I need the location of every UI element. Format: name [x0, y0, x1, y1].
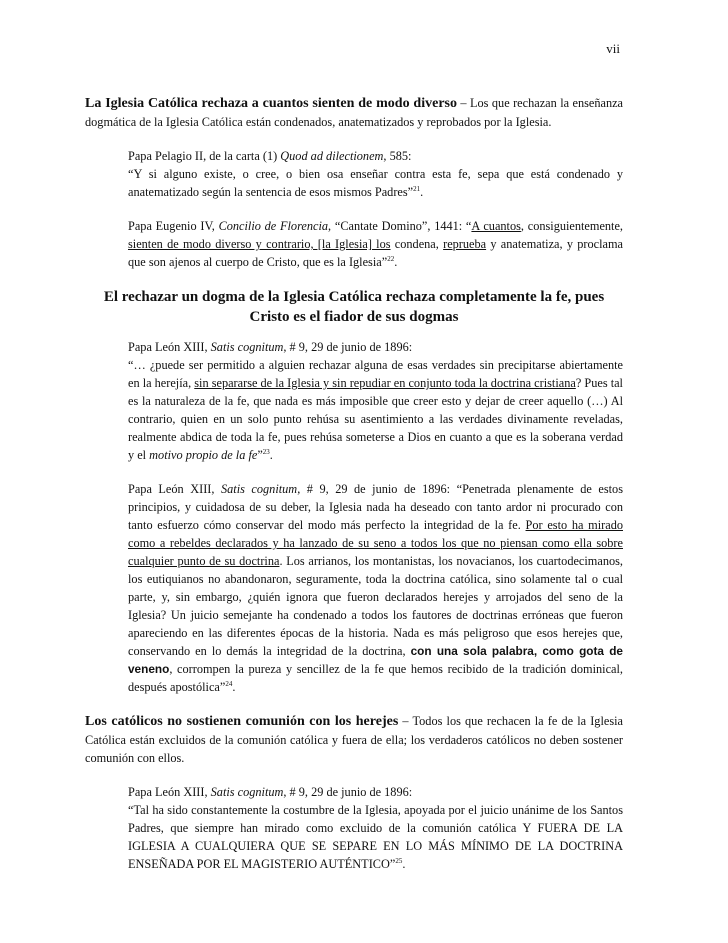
underlined-text: sienten de modo diverso y contrario, [la Iglesia] los — [128, 237, 391, 251]
quote-leo-3 — [128, 783, 623, 873]
footnote-ref: 25 — [395, 856, 403, 865]
page-number: vii — [606, 41, 620, 56]
quote-end: . — [420, 185, 424, 199]
quote-end: . — [402, 857, 406, 871]
quote-body: y anatematiza, y proclama que son ajenos al cuerpo de Cristo, que es la Iglesia” — [128, 237, 623, 269]
citation-text: Papa Pelagio II, de la carta (1) — [128, 149, 281, 163]
heading-line: Cristo es el fiador de sus dogmas — [249, 309, 459, 325]
quote-body: “Y si alguno existe, o cree, o bien osa enseñar contra esta fe, sepa que está condenado y anatematizado según la sentencia de esos mismos Padres” — [128, 167, 623, 199]
quote-end: . — [269, 448, 273, 462]
quote-body: condena, — [390, 237, 444, 251]
citation-text: Papa León XIII, — [128, 482, 221, 496]
footnote-ref: 24 — [225, 679, 233, 688]
underlined-text: Por esto ha mirado como a rebeldes declarados y ha lanzado de su seno a todos los que no piensan como ella sobre cualquier punto de su doctrina — [128, 518, 623, 568]
citation — [128, 147, 623, 165]
section-intro: Todos los que rechacen la fe de la Iglesia Católica están excluidos de la comunión católica y fuera de ella; los verdaderos católicos no deben sostener comunión con ellos. — [85, 714, 623, 765]
footnote-ref: 23 — [262, 447, 270, 456]
italic-text: motivo propio de la fe — [149, 448, 258, 462]
citation-text: , # 9, 29 de junio de 1896: — [283, 340, 413, 354]
citation-title: Satis cognitum — [210, 340, 284, 354]
bold-text: con una sola palabra, como gota de veneno — [128, 644, 623, 676]
quote-body: ? Pues tal es la naturaleza de la fe, que nada es más imposible que creer esto y dejar de creer aquello (…) Al contrario, quien en un solo punto rehúsa su asentimiento a las verdades divinamente reveladas, realmente abdica de toda la fe, pues rehúsa someterse a Dios en cuanto a que es la soberana verdad y el — [128, 376, 623, 462]
quote-body: , # 9, 29 de junio de 1896: “Penetrada plenamente de estos principios, y cuidadosa de su deber, la Iglesia nada ha deseado con tanto ardor ni procurado con tanto esfuerzo cómo conservar del modo más perfecto la integridad de la fe. — [128, 482, 623, 532]
quote-end: . — [394, 255, 398, 269]
citation-title: Concilio de Florencia — [218, 219, 329, 233]
section-heading: La Iglesia Católica rechaza a cuantos sienten de modo diverso — [85, 96, 457, 111]
section-catholic-church-rejects — [85, 94, 623, 131]
footnote-ref: 22 — [387, 254, 395, 263]
quote-body: “… ¿puede ser permitido a alguien rechazar alguna de esas verdades sin precipitarse abiertamente en la herejía, — [128, 358, 623, 390]
heading-line: El rechazar un dogma de la Iglesia Católica rechaza completamente la fe, pues — [103, 289, 605, 305]
section-heading: Los católicos no sostienen comunión con los herejes — [85, 714, 399, 729]
section-heading-dogma — [85, 287, 623, 327]
citation-text: , 585: — [383, 149, 412, 163]
page-body — [85, 94, 623, 889]
citation-title: Satis cognitum — [210, 785, 284, 799]
quote-text — [128, 356, 623, 464]
section-no-communion — [85, 712, 623, 767]
citation-text: , # 9, 29 de junio de 1896: — [283, 785, 413, 799]
citation — [128, 783, 623, 801]
citation-text: Papa Eugenio IV, — [128, 219, 219, 233]
quote-body: . Los arrianos, los montanistas, los novacianos, los cuartodecimanos, los eutiquianos no abandonaron, seguramente, toda la doctrina católica, sino solamente tal o cual parte, y, sin embargo, ¿quién ignora que fueron declarados herejes y arrojados del seno de la Iglesia? Un juicio semejante ha condenado a todos los fautores de doctrinas erróneas que fueron apareciendo en las diferentes épocas de la historia. Nada es más peligroso que esos herejes que, conservando en lo demás la integridad de la doctrina, — [128, 554, 623, 658]
quote-text — [128, 801, 623, 873]
underlined-text: sin separarse de la Iglesia y sin repudiar en conjunto toda la doctrina cristiana — [194, 376, 576, 390]
citation-text: Papa León XIII, — [128, 785, 211, 799]
quote-leo-1 — [128, 338, 623, 464]
citation-title: Quod ad dilectionem — [280, 149, 384, 163]
quote-text — [128, 165, 623, 201]
quote-leo-2 — [128, 480, 623, 696]
dash: – — [457, 96, 471, 110]
quote-body: ” — [257, 448, 263, 462]
quote-body: “Tal ha sido constantemente la costumbre de la Iglesia, apoyada por el juicio unánime de los Santos Padres, que siempre han mirado como excluido de la comunión católica Y FUERA DE LA IGLESIA A CUALQUIERA QUE SE SEPARE EN LO MÁS MÍNIMO DE LA DOCTRINA ENSEÑADA POR EL MAGISTERIO AUTÉNTICO” — [128, 803, 623, 871]
quote-pelagius — [128, 147, 623, 201]
citation — [128, 338, 623, 356]
quote-body: , consiguientemente, — [520, 219, 624, 233]
citation-text: Papa León XIII, — [128, 340, 211, 354]
underlined-text: reprueba — [443, 237, 487, 251]
footnote-ref: 21 — [413, 184, 421, 193]
dash: – — [398, 714, 413, 728]
underlined-text: A cuantos — [471, 219, 521, 233]
quote-body: , corrompen la pureza y sencillez de la fe que hemos recibido de la tradición dominical, después apostólica” — [128, 662, 623, 694]
citation-title: Satis cognitum — [220, 482, 298, 496]
quote-body: , “Cantate Domino”, 1441: “ — [328, 219, 472, 233]
section-intro: Los que rechazan la enseñanza dogmática de la Iglesia Católica están condenados, anatematizados y reprobados por la Iglesia. — [85, 96, 624, 129]
quote-end: . — [232, 680, 236, 694]
quote-eugene — [128, 217, 623, 271]
